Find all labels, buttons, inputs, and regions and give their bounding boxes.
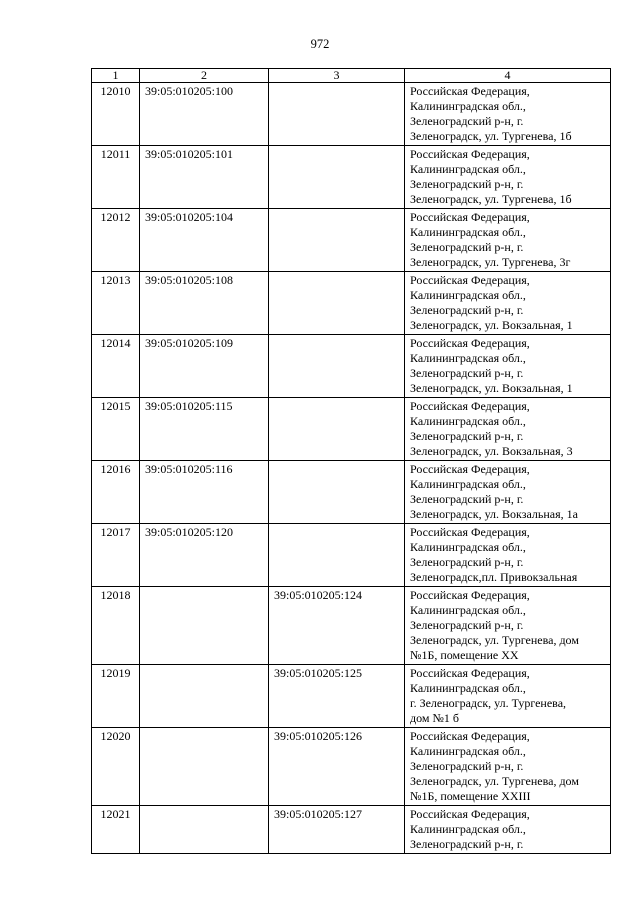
address-line: Российская Федерация, <box>410 336 530 350</box>
row-number-cell: 12012 <box>92 209 140 272</box>
address-line: Зеленоградск, ул. Вокзальная, 1 <box>410 318 573 332</box>
address-line: Зеленоградский р-н, г. <box>410 618 524 632</box>
address-cell <box>405 335 611 398</box>
address-cell <box>405 209 611 272</box>
address-line: №1Б, помещение XX <box>410 648 519 662</box>
row-number-cell: 12013 <box>92 272 140 335</box>
address-line: Зеленоградский р-н, г. <box>410 492 524 506</box>
address-line: Зеленоградский р-н, г. <box>410 177 524 191</box>
cadastral-number-cell <box>140 665 269 728</box>
address-line: Российская Федерация, <box>410 588 530 602</box>
table-row <box>92 524 611 587</box>
table-row <box>92 272 611 335</box>
address-line: Калининградская обл., <box>410 477 526 491</box>
cadastral-number-cell: 39:05:010205:120 <box>140 524 269 587</box>
address-line: Российская Федерация, <box>410 273 530 287</box>
related-cadastral-number-cell <box>269 83 405 146</box>
row-number-cell: 12011 <box>92 146 140 209</box>
row-number-cell: 12016 <box>92 461 140 524</box>
address-line: Калининградская обл., <box>410 414 526 428</box>
address-line: Зеленоградск, ул. Тургенева, дом <box>410 633 579 647</box>
table-row <box>92 398 611 461</box>
cadastral-number-cell <box>140 728 269 806</box>
address-cell <box>405 587 611 665</box>
cadastral-number-cell: 39:05:010205:100 <box>140 83 269 146</box>
address-line: Российская Федерация, <box>410 462 530 476</box>
address-line: Зеленоградский р-н, г. <box>410 759 524 773</box>
table-row <box>92 209 611 272</box>
table-row <box>92 335 611 398</box>
address-line: Калининградская обл., <box>410 744 526 758</box>
cadastral-number-cell <box>140 587 269 665</box>
cadastral-number-cell: 39:05:010205:101 <box>140 146 269 209</box>
address-line: Калининградская обл., <box>410 225 526 239</box>
address-cell <box>405 461 611 524</box>
related-cadastral-number-cell <box>269 272 405 335</box>
address-line: Российская Федерация, <box>410 666 530 680</box>
address-cell <box>405 398 611 461</box>
column-header-2: 2 <box>140 69 269 83</box>
address-cell <box>405 272 611 335</box>
related-cadastral-number-cell <box>269 524 405 587</box>
cadastral-number-cell: 39:05:010205:116 <box>140 461 269 524</box>
address-cell <box>405 665 611 728</box>
address-line: Зеленоградск, ул. Вокзальная, 3 <box>410 444 573 458</box>
address-line: Калининградская обл., <box>410 540 526 554</box>
cadastral-number-cell: 39:05:010205:108 <box>140 272 269 335</box>
address-line: Зеленоградск, ул. Тургенева, 3г <box>410 255 571 269</box>
table-row <box>92 83 611 146</box>
cadastral-number-cell: 39:05:010205:109 <box>140 335 269 398</box>
address-line: Калининградская обл., <box>410 162 526 176</box>
column-header-3: 3 <box>269 69 405 83</box>
related-cadastral-number-cell <box>269 209 405 272</box>
address-cell <box>405 146 611 209</box>
address-line: Зеленоградский р-н, г. <box>410 837 524 851</box>
address-line: Зеленоградский р-н, г. <box>410 303 524 317</box>
address-line: Зеленоградск, ул. Вокзальная, 1а <box>410 507 578 521</box>
address-line: Зеленоградский р-н, г. <box>410 555 524 569</box>
page-number: 972 <box>310 37 330 51</box>
cadastral-number-cell: 39:05:010205:115 <box>140 398 269 461</box>
related-cadastral-number-cell: 39:05:010205:125 <box>269 665 405 728</box>
address-cell <box>405 728 611 806</box>
address-line: Калининградская обл., <box>410 681 526 695</box>
address-line: Российская Федерация, <box>410 807 530 821</box>
address-line: №1Б, помещение XXIII <box>410 789 531 803</box>
row-number-cell: 12010 <box>92 83 140 146</box>
related-cadastral-number-cell: 39:05:010205:127 <box>269 806 405 854</box>
address-line: Зеленоградск,пл. Привокзальная <box>410 570 578 584</box>
registry-table <box>91 68 611 854</box>
address-line: Зеленоградский р-н, г. <box>410 114 524 128</box>
address-line: Зеленоградский р-н, г. <box>410 240 524 254</box>
address-line: Калининградская обл., <box>410 822 526 836</box>
address-line: Российская Федерация, <box>410 399 530 413</box>
table-row <box>92 728 611 806</box>
address-line: Российская Федерация, <box>410 210 530 224</box>
address-cell <box>405 524 611 587</box>
related-cadastral-number-cell: 39:05:010205:126 <box>269 728 405 806</box>
table-row <box>92 665 611 728</box>
address-line: Зеленоградск, ул. Тургенева, дом <box>410 774 579 788</box>
row-number-cell: 12020 <box>92 728 140 806</box>
column-header-4: 4 <box>405 69 611 83</box>
address-line: Калининградская обл., <box>410 603 526 617</box>
address-line: Калининградская обл., <box>410 99 526 113</box>
address-line: Зеленоградск, ул. Вокзальная, 1 <box>410 381 573 395</box>
address-line: дом №1 б <box>410 711 460 725</box>
address-cell <box>405 83 611 146</box>
related-cadastral-number-cell <box>269 335 405 398</box>
column-header-1: 1 <box>92 69 140 83</box>
cadastral-number-cell: 39:05:010205:104 <box>140 209 269 272</box>
related-cadastral-number-cell <box>269 146 405 209</box>
table-row <box>92 146 611 209</box>
table-row <box>92 806 611 854</box>
address-line: Российская Федерация, <box>410 525 530 539</box>
row-number-cell: 12015 <box>92 398 140 461</box>
table-row <box>92 461 611 524</box>
related-cadastral-number-cell <box>269 398 405 461</box>
address-line: Зеленоградск, ул. Тургенева, 1б <box>410 129 572 143</box>
cadastral-number-cell <box>140 806 269 854</box>
row-number-cell: 12019 <box>92 665 140 728</box>
row-number-cell: 12017 <box>92 524 140 587</box>
registry-table-body <box>92 69 611 854</box>
address-line: Российская Федерация, <box>410 147 530 161</box>
address-cell <box>405 806 611 854</box>
address-line: г. Зеленоградск, ул. Тургенева, <box>410 696 567 710</box>
address-line: Российская Федерация, <box>410 84 530 98</box>
address-line: Зеленоградск, ул. Тургенева, 1б <box>410 192 572 206</box>
related-cadastral-number-cell: 39:05:010205:124 <box>269 587 405 665</box>
row-number-cell: 12014 <box>92 335 140 398</box>
address-line: Калининградская обл., <box>410 288 526 302</box>
address-line: Зеленоградский р-н, г. <box>410 366 524 380</box>
row-number-cell: 12021 <box>92 806 140 854</box>
related-cadastral-number-cell <box>269 461 405 524</box>
table-header-row <box>92 69 611 83</box>
row-number-cell: 12018 <box>92 587 140 665</box>
table-row <box>92 587 611 665</box>
address-line: Российская Федерация, <box>410 729 530 743</box>
address-line: Калининградская обл., <box>410 351 526 365</box>
address-line: Зеленоградский р-н, г. <box>410 429 524 443</box>
